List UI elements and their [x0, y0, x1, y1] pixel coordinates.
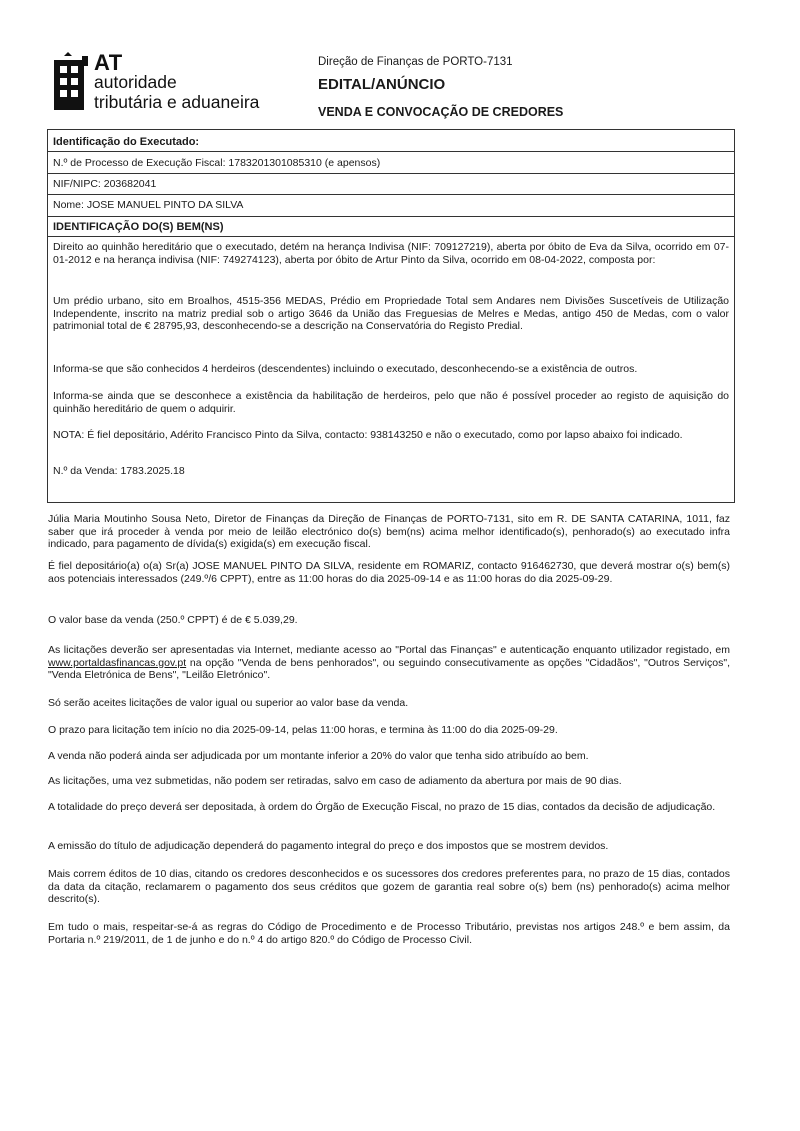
- body-paragraph: O prazo para licitação tem início no dia 2025-09-14, pelas 11:00 horas, e termina às 11:00 do dia 2025-09-29.: [48, 724, 558, 736]
- body-paragraph: O valor base da venda (250.º CPPT) é de € 5.039,29.: [48, 614, 298, 626]
- body-paragraph: Mais correm éditos de 10 dias, citando os credores desconhecidos e os sucessores dos credores preferentes para, no prazo de 15 dias, contados da data da citação, reclamarem o pagamento dos seus créditos que gozem de garantia real sobre o(s) bem (ns) penhorado(s) acima melhor descrito(s).: [48, 868, 730, 905]
- bens-heading: IDENTIFICAÇÃO DO(S) BEM(NS): [53, 221, 224, 233]
- numero-venda: N.º da Venda: 1783.2025.18: [53, 465, 185, 477]
- divider: [48, 173, 734, 174]
- processo-line: N.º de Processo de Execução Fiscal: 1783201301085310 (e apensos): [53, 157, 381, 169]
- bens-paragraph: Informa-se ainda que se desconhece a existência da habilitação de herdeiros, pelo que não é possível proceder ao registo de aquisição do quinhão hereditário de quem o adquirir.: [53, 390, 729, 415]
- body-paragraph: Júlia Maria Moutinho Sousa Neto, Diretor de Finanças da Direção de Finanças de PORTO-7131, sito em R. DE SANTA CATARINA, 1011, faz saber que irá proceder à venda por meio de leilão electrónico do(s) bem(ns) acima melhor identificado(s), penhorado(s) ao executado infra indicado, para pagamento de dívida(s) exigida(s) em execução fiscal.: [48, 513, 730, 550]
- nif-line: NIF/NIPC: 203682041: [53, 178, 157, 190]
- divider: [48, 236, 734, 237]
- portal-financas-link[interactable]: www.portaldasfinancas.gov.pt: [48, 656, 187, 669]
- body-paragraph: A emissão do título de adjudicação dependerá do pagamento integral do preço e dos impostos que se mostrem devidos.: [48, 840, 609, 852]
- divider: [48, 216, 734, 217]
- divider: [48, 151, 734, 152]
- logo-tributaria: tributária e aduaneira: [94, 92, 260, 112]
- body-paragraph: As licitações, uma vez submetidas, não podem ser retiradas, salvo em caso de adiamento da abertura por mais de 90 dias.: [48, 775, 622, 787]
- edital-title: EDITAL/ANÚNCIO: [318, 76, 446, 93]
- body-paragraph: Só serão aceites licitações de valor igual ou superior ao valor base da venda.: [48, 697, 409, 709]
- direcao-financas: Direção de Finanças de PORTO-7131: [318, 56, 513, 68]
- at-logo: [52, 50, 292, 120]
- bens-paragraph: Informa-se que são conhecidos 4 herdeiros (descendentes) incluindo o executado, desconhecendo-se a existência de outros.: [53, 363, 638, 375]
- document-header: [318, 56, 563, 119]
- bens-paragraph: Um prédio urbano, sito em Broalhos, 4515-356 MEDAS, Prédio em Propriedade Total sem Andares nem Divisões Suscetíveis de Utilização Independente, inscrito na matriz predial sob o artigo 3646 da União das Freguesias de Melres e Medas, antigo 450 de Medas, com o valor patrimonial total de € 28795,93, desconhecendo-se a descrição na Conservatória do Registo Predial.: [53, 295, 729, 332]
- body-paragraph: A totalidade do preço deverá ser depositada, à ordem do Órgão de Execução Fiscal, no prazo de 15 dias, contados da decisão de adjudicação.: [48, 801, 716, 813]
- licitacoes-text: As licitações deverão ser apresentadas via Internet, mediante acesso ao "Portal das Finanças" e autenticação enquanto utilizador registado, em: [48, 644, 730, 656]
- bens-paragraph: Direito ao quinhão hereditário que o executado, detém na herança Indivisa (NIF: 709127219), aberta por óbito de Eva da Silva, ocorrido em 07-01-2012 e na herança indivisa (NIF: 749274123), aberta por óbito de Artur Pinto da Silva, ocorrido em 08-04-2022, composta por:: [53, 241, 729, 266]
- body-paragraph: [48, 644, 730, 682]
- venda-subtitle: VENDA E CONVOCAÇÃO DE CREDORES: [318, 105, 564, 119]
- nome-line: Nome: JOSE MANUEL PINTO DA SILVA: [53, 199, 244, 211]
- executado-heading: Identificação do Executado:: [53, 136, 200, 148]
- body-paragraph: Em tudo o mais, respeitar-se-á as regras do Código de Procedimento e de Processo Tributário, previstas nos artigos 248.º e bem assim, da Portaria n.º 219/2011, de 1 de junho e do n.º 4 do artigo 820.º do Código de Processo Civil.: [48, 921, 730, 946]
- logo-autoridade: autoridade: [94, 72, 177, 92]
- body-paragraph: É fiel depositário(a) o(a) Sr(a) JOSE MANUEL PINTO DA SILVA, residente em ROMARIZ, contacto 916462730, que deverá mostrar o(s) bem(s) aos potenciais interessados (249.º/6 CPPT), entre as 11:00 horas do dia 2025-09-14 e as 11:00 horas do dia 2025-09-29.: [48, 560, 730, 585]
- identification-box: [47, 129, 735, 503]
- at-emblem-icon: [52, 52, 90, 114]
- body-paragraph: A venda não poderá ainda ser adjudicada por um montante inferior a 20% do valor que tenha sido atribuído ao bem.: [48, 750, 589, 762]
- logo-at: AT: [94, 50, 123, 75]
- licitacoes-text: na opção "Venda de bens penhorados", ou seguindo consecutivamente as opções "Cidadãos", "Outros Serviços", "Venda Eletrónica de Bens", "Leilão Eletrónico".: [48, 656, 730, 681]
- nota-paragraph: NOTA: É fiel depositário, Adérito Francisco Pinto da Silva, contacto: 938143250 e não o executado, como por lapso abaixo foi indicado.: [53, 429, 683, 441]
- divider: [48, 194, 734, 195]
